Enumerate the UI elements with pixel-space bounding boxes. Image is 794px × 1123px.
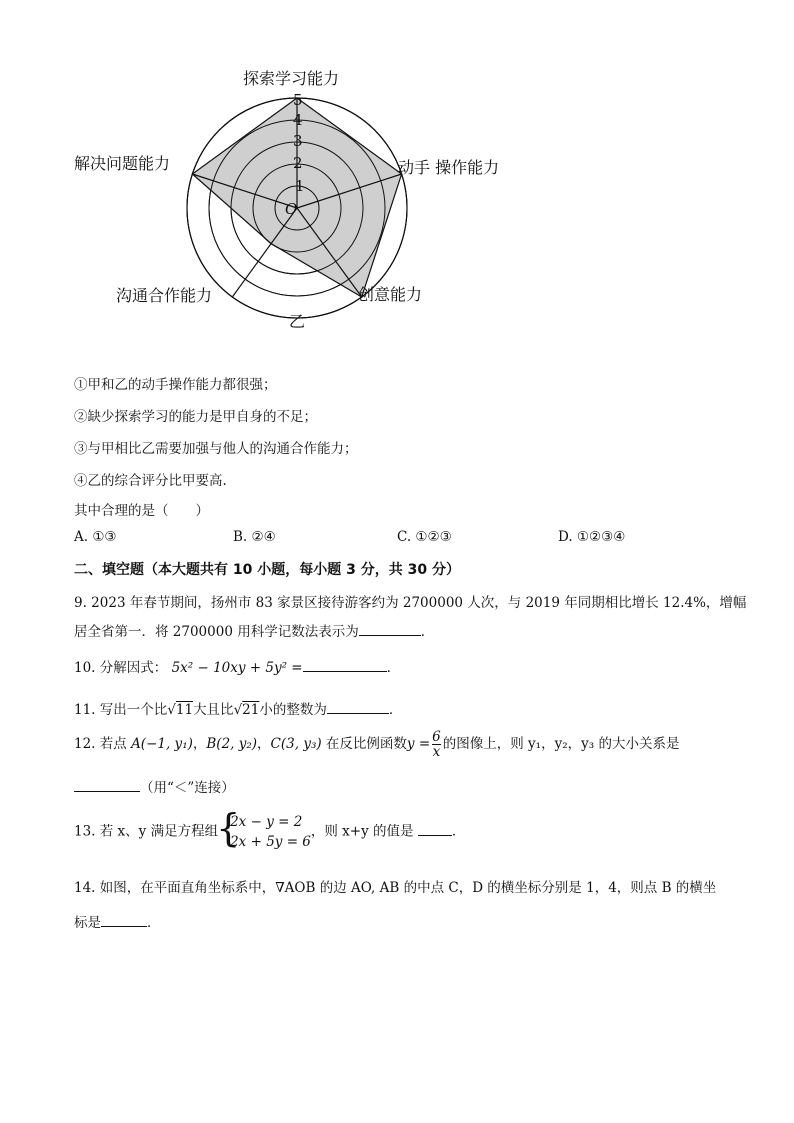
q13-answer-blank[interactable] bbox=[418, 823, 452, 836]
q12-func-lhs: y = bbox=[406, 736, 431, 752]
q12-fraction bbox=[432, 730, 441, 759]
statement-2: ②缺少探索学习的能力是甲自身的不足； bbox=[74, 409, 317, 425]
q11-prefix: 11. 写出一个比 bbox=[74, 702, 168, 718]
radar-axis-label-right: 动手 操作能力 bbox=[398, 158, 500, 177]
q12-answer-blank[interactable] bbox=[74, 779, 140, 792]
q13-eq1: { 2x − y = 2 bbox=[230, 814, 303, 830]
q14-text: 标是 bbox=[74, 915, 101, 931]
q13-eq2: 2x + 5y = 6 bbox=[230, 834, 311, 850]
q11-end: ． bbox=[388, 702, 403, 718]
section-heading: 二、填空题（本大题共有 10 小题，每小题 3 分，共 30 分） bbox=[74, 562, 460, 578]
radar-tick-5: 5 bbox=[293, 91, 303, 109]
q10-end: ． bbox=[386, 660, 401, 676]
q10-line bbox=[74, 656, 400, 676]
q11-suffix: 小的整数为 bbox=[259, 702, 327, 718]
question-prompt: 其中合理的是（ ） bbox=[74, 503, 209, 519]
q11-radicand-2: 21 bbox=[242, 702, 260, 718]
q13-suffix: ，则 x+y 的值是 bbox=[310, 823, 414, 840]
option-a: A. ①③ bbox=[74, 529, 117, 545]
option-b: B. ②④ bbox=[233, 529, 276, 545]
statement-4: ④乙的综合评分比甲要高. bbox=[74, 473, 227, 489]
q12-mid: 在反比例函数 bbox=[325, 736, 407, 752]
q11-radicand-1: 11 bbox=[175, 702, 194, 718]
q12-note: （用“＜”连接） bbox=[140, 780, 235, 796]
q12-point-a: A(−1, y₁) bbox=[131, 736, 193, 752]
q14-end: ． bbox=[147, 915, 161, 931]
q9-answer-blank[interactable] bbox=[359, 623, 421, 636]
q13-equation-system bbox=[218, 812, 311, 852]
statement-1: ①甲和乙的动手操作能力都很强； bbox=[74, 377, 277, 393]
option-d: D. ①②③④ bbox=[558, 529, 626, 545]
radar-axis-label-top: 探索学习能力 bbox=[243, 69, 340, 88]
q12-point-b: B(2, y₂) bbox=[206, 736, 258, 752]
sqrt-icon: √ bbox=[167, 702, 176, 718]
radar-tick-2: 2 bbox=[293, 154, 303, 172]
q9-line1: 9. 2023 年春节期间，扬州市 83 家景区接待游客约为 2700000 人次，与 2019 年同期相比增长 12.4%，增幅 bbox=[74, 595, 747, 611]
q9-end: ． bbox=[420, 624, 435, 640]
q9-text: 居全省第一．将 2700000 用科学记数法表示为 bbox=[74, 624, 359, 640]
q12-line1: 12. 若点 A(−1, y₁)，B(2, y₂)，C(3, y₃) 在反比例函数y = $\frac{6}{x}$ 的图像上，则 y₁，y₂，y₃ 的大小关系是 bbox=[74, 729, 680, 760]
q14-line1: 14. 如图，在平面直角坐标系中，∇AOB 的边 AO, AB 的中点 C，D 的横坐标分别是 1，4，则点 B 的横坐 bbox=[74, 880, 717, 896]
q13-line bbox=[74, 812, 465, 852]
q12-prefix: 12. 若点 bbox=[74, 736, 127, 752]
statement-3: ③与甲相比乙需要加强与他人的沟通合作能力； bbox=[74, 441, 358, 457]
radar-tick-3: 3 bbox=[293, 132, 303, 150]
q12-point-c: C(3, y₃) bbox=[270, 736, 322, 752]
radar-axis-label-bottom-left: 沟通合作能力 bbox=[116, 286, 213, 305]
q10-answer-blank[interactable] bbox=[303, 659, 387, 672]
sqrt-icon: √ bbox=[233, 702, 243, 718]
radar-caption: 乙 bbox=[289, 312, 306, 331]
q11-mid: 大且比 bbox=[193, 702, 234, 718]
q11-answer-blank[interactable] bbox=[327, 701, 389, 714]
q14-answer-blank[interactable] bbox=[101, 914, 147, 927]
q10-expression: 5x² − 10xy + 5y² = bbox=[171, 660, 303, 676]
radar-tick-1: 1 bbox=[295, 177, 305, 195]
q12-suffix: 的图像上，则 y₁，y₂，y₃ 的大小关系是 bbox=[442, 736, 680, 752]
q9-line2 bbox=[74, 620, 434, 640]
radar-axis-label-bottom-right: 创意能力 bbox=[358, 285, 423, 304]
q12-numerator: 6 bbox=[432, 729, 441, 745]
q12-denominator: x bbox=[432, 744, 441, 760]
q10-prefix: 10. 分解因式： bbox=[74, 660, 168, 676]
radar-origin-label: O bbox=[285, 200, 298, 218]
q13-prefix: 13. 若 x、y 满足方程组 bbox=[74, 823, 219, 840]
option-c: C. ①②③ bbox=[397, 529, 452, 545]
q12-line2 bbox=[74, 776, 235, 796]
q11-line bbox=[74, 698, 402, 718]
radar-tick-4: 4 bbox=[293, 111, 303, 129]
radar-axis-label-left: 解决问题能力 bbox=[74, 154, 171, 173]
q14-line2 bbox=[74, 911, 161, 931]
q13-end: ． bbox=[451, 823, 466, 840]
